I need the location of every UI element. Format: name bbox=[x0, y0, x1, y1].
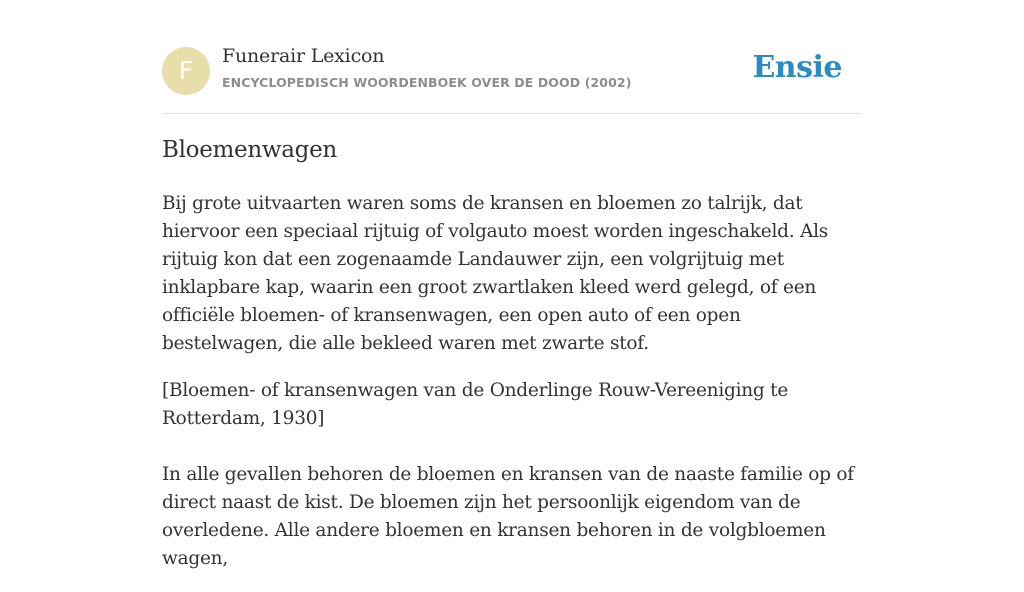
lexicon-avatar[interactable]: F bbox=[162, 47, 210, 95]
image-caption: [Bloemen- of kransenwagen van de Onderlinge Rouw-Vereeniging te Rotterdam, 1930] bbox=[162, 380, 789, 429]
entry-paragraph: Bij grote uitvaarten waren soms de kransen en bloemen zo talrijk, dat hiervoor een speciaal rijtuig of volgauto moest worden ingeschakeld. Als rijtuig kon dat een zogenaamde Landauwer zijn, een volgrijtuig met inklapbare kap, waarin een groot zwartlaken kleed werd gelegd, of een officiële bloemen- of kransenwagen, een open auto of een open bestelwagen, die alle bekleed waren met zwarte stof. bbox=[162, 193, 828, 354]
lexicon-title-link[interactable]: Funerair Lexicon bbox=[222, 45, 385, 67]
entry-body bbox=[162, 190, 862, 592]
header bbox=[162, 0, 862, 114]
ensie-logo[interactable]: Ensie bbox=[752, 50, 842, 85]
content bbox=[162, 0, 862, 569]
entry-paragraph: In alle gevallen behoren de bloemen en kransen van de naaste familie op of direct naast de kist. De bloemen zijn het persoonlijk eigendom van de overledene. Alle andere bloemen en kransen behoren in de volgbloemen wagen, bbox=[162, 464, 854, 569]
lexicon-subtitle: ENCYCLOPEDISCH WOORDENBOEK OVER DE DOOD (2002) bbox=[222, 75, 632, 90]
entry-title: Bloemenwagen bbox=[162, 137, 337, 163]
